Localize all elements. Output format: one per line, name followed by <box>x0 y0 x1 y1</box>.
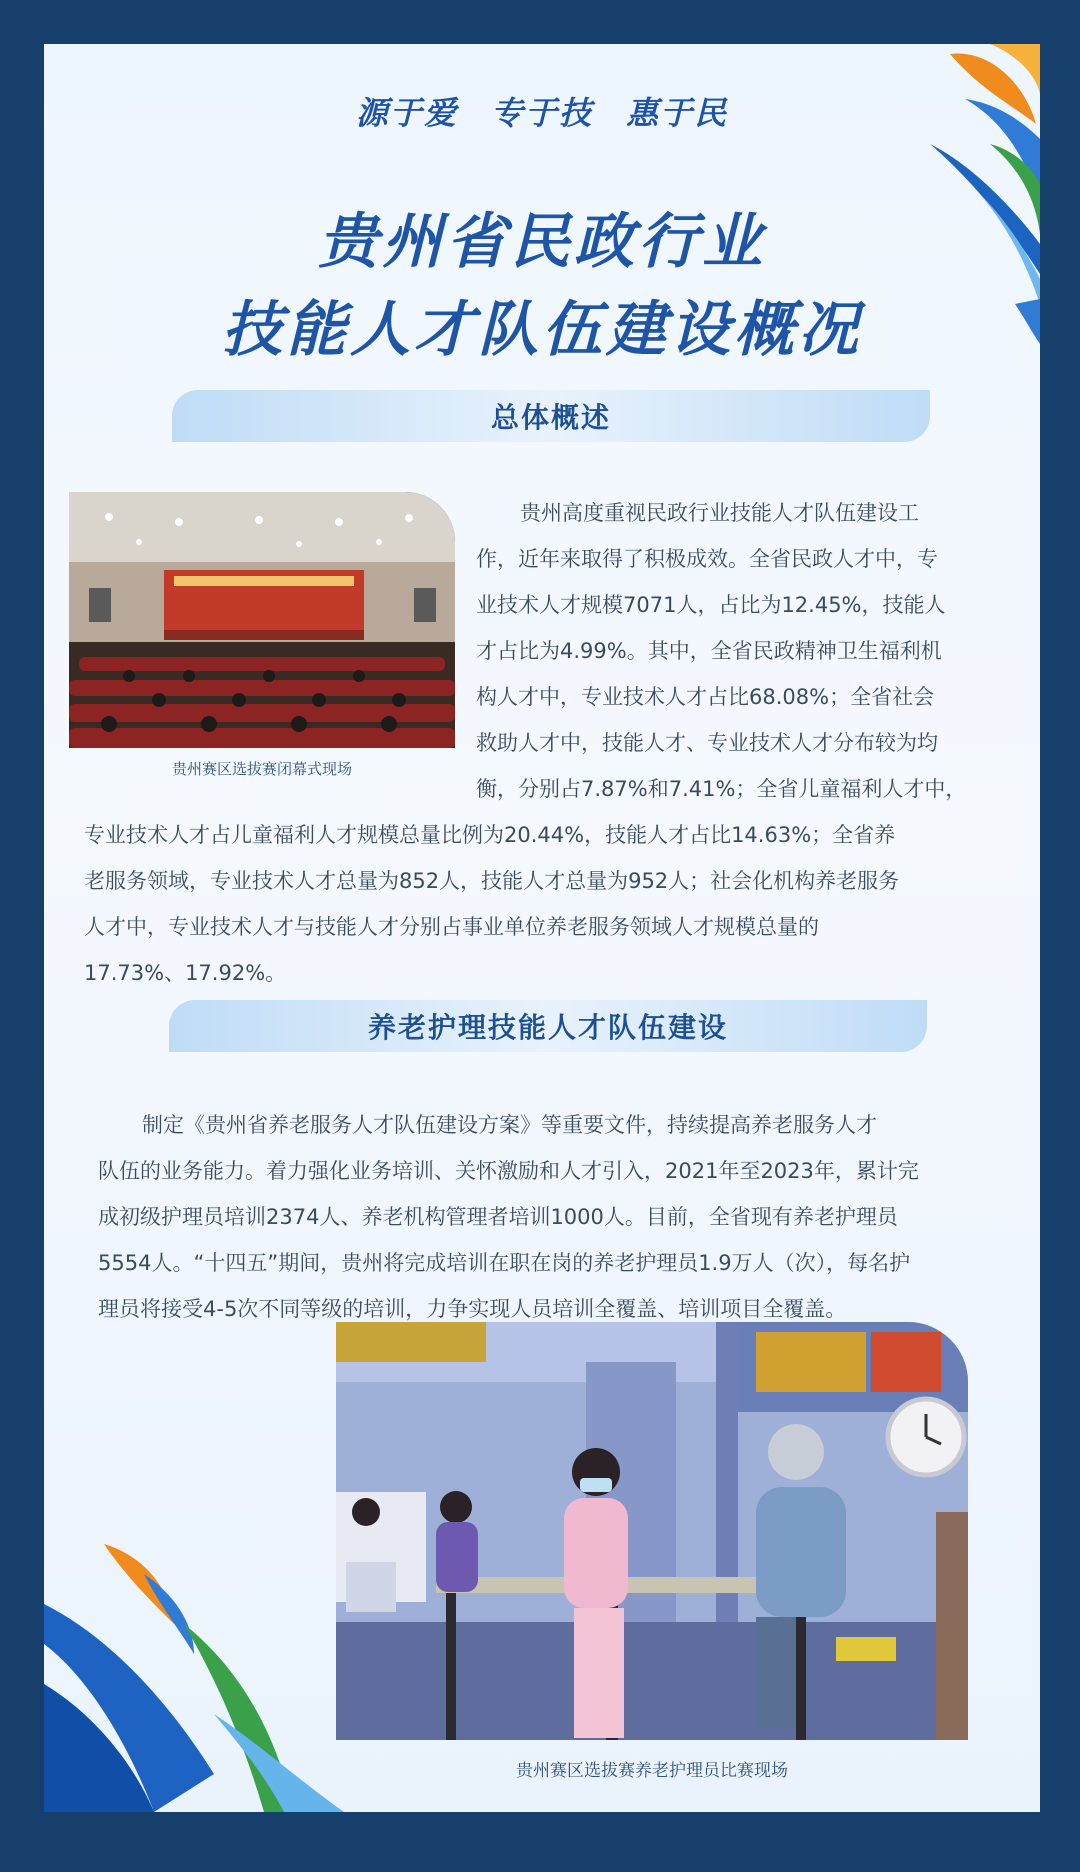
overview-text-full <box>84 812 1002 996</box>
poster-frame <box>44 44 1040 1812</box>
overview-line: 衡，分别占7.87%和7.41%；全省儿童福利人才中， <box>476 777 967 801</box>
overview-line: 业技术人才规模7071人，占比为12.45%，技能人 <box>476 593 946 617</box>
overview-line: 救助人才中，技能人才、专业技术人才分布较为均 <box>476 731 938 755</box>
overview-line: 贵州高度重视民政行业技能人才队伍建设工 <box>520 501 919 525</box>
overview-line: 17.73%、17.92%。 <box>84 961 287 985</box>
overview-line: 才占比为4.99%。其中，全省民政精神卫生福利机 <box>476 639 942 663</box>
slogan-1: 源于爱 <box>355 94 458 132</box>
caregiver-competition-caption: 贵州赛区选拔赛养老护理员比赛现场 <box>516 1761 788 1781</box>
elderly-care-line: 理员将接受4-5次不同等级的培训，力争实现人员培训全覆盖、培训项目全覆盖。 <box>98 1297 847 1321</box>
section-heading-overview-label: 总体概述 <box>490 401 611 434</box>
section-heading-elderly-care-label: 养老护理技能人才队伍建设 <box>367 1011 728 1044</box>
closing-ceremony-photo <box>69 492 455 748</box>
overview-line: 人才中，专业技术人才与技能人才分别占事业单位养老服务领域人才规模总量的 <box>84 915 819 939</box>
slogan-3: 惠于民 <box>626 94 729 132</box>
slogan <box>44 88 1040 134</box>
elderly-care-line: 队伍的业务能力。着力强化业务培训、关怀激励和人才引入，2021年至2023年，累计完 <box>98 1159 919 1183</box>
ribbon-decoration-bottom <box>44 1514 344 1812</box>
overview-line: 专业技术人才占儿童福利人才规模总量比例为20.44%，技能人才占比14.63%；全省养 <box>84 823 896 847</box>
section-heading-elderly-care <box>169 1000 927 1052</box>
auditorium-illustration <box>69 492 455 748</box>
closing-ceremony-caption: 贵州赛区选拔赛闭幕式现场 <box>171 760 352 778</box>
overview-text <box>476 490 1004 812</box>
overview-line: 作，近年来取得了积极成效。全省民政人才中，专 <box>476 547 938 571</box>
overview-line: 老服务领域，专业技术人才总量为852人，技能人才总量为952人；社会化机构养老服务 <box>84 869 900 893</box>
elderly-care-line: 制定《贵州省养老服务人才队伍建设方案》等重要文件，持续提高养老服务人才 <box>142 1113 877 1137</box>
elderly-care-text <box>98 1102 998 1332</box>
section-heading-overview <box>172 390 930 442</box>
caregiver-competition-photo <box>336 1322 968 1740</box>
elderly-care-line: 成初级护理员培训2374人、养老机构管理者培训1000人。目前，全省现有养老护理员 <box>98 1205 898 1229</box>
title-line-1: 贵州省民政行业 <box>318 207 766 277</box>
overview-line: 构人才中，专业技术人才占比68.08%；全省社会 <box>476 685 935 709</box>
elderly-care-line: 5554人。“十四五”期间，贵州将完成培训在职在岗的养老护理员1.9万人（次），每名护 <box>98 1251 911 1275</box>
caregiver-competition-illustration <box>336 1322 968 1740</box>
title-line-2: 技能人才队伍建设概况 <box>222 295 862 365</box>
slogan-2: 专于技 <box>490 94 593 132</box>
